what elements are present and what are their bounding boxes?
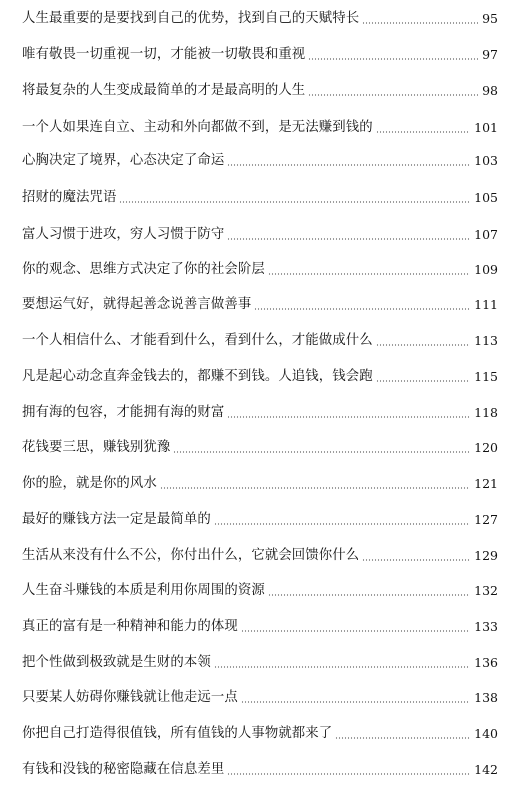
toc-entry[interactable] [22, 330, 498, 352]
toc-entry-page: 136 [474, 655, 498, 670]
dot-leader [268, 273, 470, 275]
toc-entry-title: 心胸决定了境界，心态决定了命运 [22, 153, 225, 168]
toc-entry-title: 你把自己打造得很值钱，所有值钱的人事物就都来了 [22, 726, 333, 741]
toc-entry-title: 有钱和没钱的秘密隐藏在信息差里 [22, 762, 225, 777]
toc-entry[interactable] [22, 150, 498, 172]
toc-entry-page: 113 [474, 333, 498, 348]
toc-entry-title: 你的脸，就是你的风水 [22, 476, 157, 491]
toc-entry[interactable] [22, 473, 498, 495]
toc-entry-title: 招财的魔法咒语 [22, 190, 117, 205]
dot-leader [119, 201, 470, 203]
toc-entry-page: 103 [474, 153, 498, 168]
toc-entry-title: 人生奋斗赚钱的本质是利用你周围的资源 [22, 583, 265, 598]
dot-leader [335, 737, 470, 739]
toc-entry-page: 140 [474, 726, 498, 741]
toc-entry-title: 要想运气好，就得起善念说善言做善事 [22, 297, 252, 312]
toc-entry-title: 生活从来没有什么不公，你付出什么，它就会回馈你什么 [22, 548, 360, 563]
dot-leader [214, 666, 470, 668]
toc-entry-page: 109 [474, 262, 498, 277]
toc-entry[interactable] [22, 723, 498, 745]
dot-leader [214, 523, 470, 525]
toc-entry[interactable] [22, 224, 498, 246]
dot-leader [376, 344, 470, 346]
dot-leader [376, 131, 470, 133]
toc-entry-title: 一个人如果连自立、主动和外向都做不到，是无法赚到钱的 [22, 120, 373, 135]
toc-entry-title: 只要某人妨碍你赚钱就让他走远一点 [22, 690, 238, 705]
toc-entry-title: 花钱要三思，赚钱别犹豫 [22, 440, 171, 455]
toc-entry[interactable] [22, 437, 498, 459]
toc-entry-page: 142 [474, 762, 498, 777]
toc-entry-title: 最好的赚钱方法一定是最简单的 [22, 512, 211, 527]
dot-leader [362, 22, 478, 24]
toc-entry-page: 127 [474, 512, 498, 527]
dot-leader [254, 308, 470, 310]
toc-entry[interactable] [22, 652, 498, 674]
toc-entry[interactable] [22, 259, 498, 281]
toc-entry[interactable] [22, 509, 498, 531]
toc-entry[interactable] [22, 8, 498, 30]
toc-entry-title: 将最复杂的人生变成最简单的才是最高明的人生 [22, 83, 306, 98]
toc-entry-title: 真正的富有是一种精神和能力的体现 [22, 619, 238, 634]
dot-leader [227, 773, 470, 775]
toc-entry[interactable] [22, 117, 498, 139]
toc-entry[interactable] [22, 580, 498, 602]
dot-leader [308, 94, 478, 96]
dot-leader [376, 380, 470, 382]
toc-entry-title: 唯有敬畏一切重视一切，才能被一切敬畏和重视 [22, 47, 306, 62]
toc-entry-page: 97 [482, 47, 498, 62]
dot-leader [227, 416, 470, 418]
dot-leader [308, 58, 478, 60]
toc-entry-page: 129 [474, 548, 498, 563]
toc-entry-page: 95 [482, 11, 498, 26]
toc-entry[interactable] [22, 402, 498, 424]
dot-leader [227, 164, 470, 166]
toc-entry-title: 一个人相信什么、才能看到什么，看到什么，才能做成什么 [22, 333, 373, 348]
dot-leader [173, 451, 470, 453]
toc-entry[interactable] [22, 759, 498, 781]
toc-entry[interactable] [22, 80, 498, 102]
toc-entry-title: 你的观念、思维方式决定了你的社会阶层 [22, 262, 265, 277]
dot-leader [362, 559, 470, 561]
dot-leader [241, 630, 470, 632]
dot-leader [160, 487, 470, 489]
toc-entry-page: 138 [474, 690, 498, 705]
toc-entry[interactable] [22, 366, 498, 388]
toc-entry-page: 133 [474, 619, 498, 634]
toc-entry-page: 132 [474, 583, 498, 598]
toc-entry[interactable] [22, 294, 498, 316]
dot-leader [227, 238, 470, 240]
toc-entry-page: 120 [474, 440, 498, 455]
toc-entry-page: 98 [482, 83, 498, 98]
dot-leader [241, 701, 470, 703]
toc-entry-title: 富人习惯于进攻，穷人习惯于防守 [22, 227, 225, 242]
toc-entry-page: 105 [474, 190, 498, 205]
toc-entry-title: 拥有海的包容，才能拥有海的财富 [22, 405, 225, 420]
toc-entry[interactable] [22, 616, 498, 638]
toc-entry[interactable] [22, 545, 498, 567]
toc-entry-page: 118 [474, 405, 498, 420]
dot-leader [268, 594, 470, 596]
toc-entry-page: 121 [474, 476, 498, 491]
toc-entry-page: 101 [474, 120, 498, 135]
toc-entry-page: 107 [474, 227, 498, 242]
toc-entry-title: 凡是起心动念直奔金钱去的，都赚不到钱。人追钱，钱会跑 [22, 369, 373, 384]
toc-entry-page: 115 [474, 369, 498, 384]
toc-entry[interactable] [22, 187, 498, 209]
toc-entry-title: 人生最重要的是要找到自己的优势，找到自己的天赋特长 [22, 11, 360, 26]
toc-entry-page: 111 [474, 297, 498, 312]
toc-entry[interactable] [22, 44, 498, 66]
toc-entry[interactable] [22, 687, 498, 709]
toc-entry-title: 把个性做到极致就是生财的本领 [22, 655, 211, 670]
